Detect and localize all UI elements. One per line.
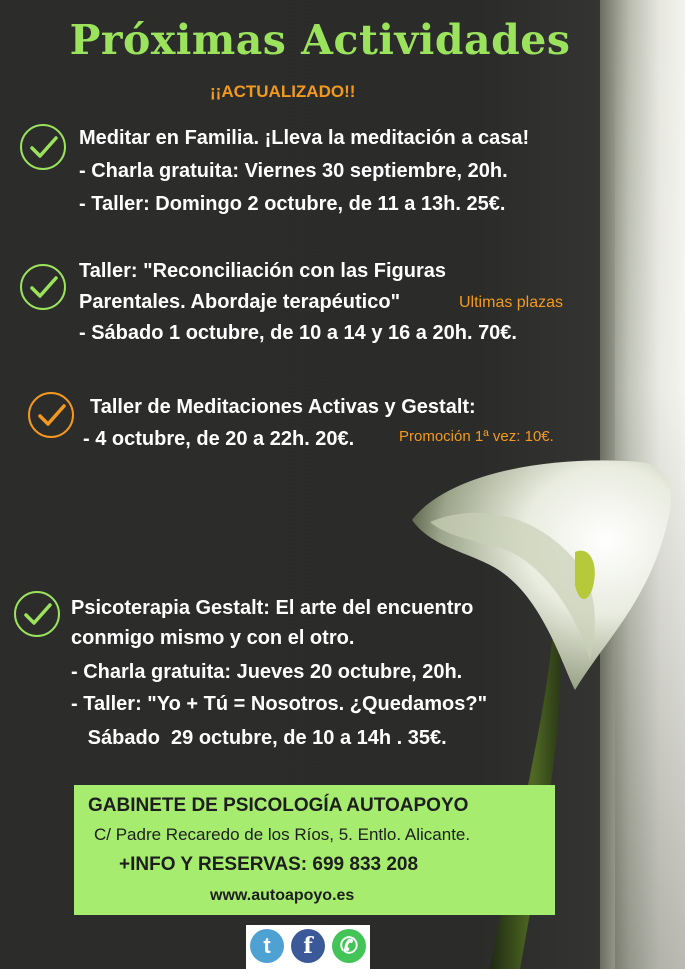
activity-4-line: Sábado 29 octubre, de 10 a 14h . 35€. bbox=[71, 727, 447, 749]
check-circle-icon bbox=[20, 124, 66, 170]
whatsapp-icon[interactable]: ✆ bbox=[332, 929, 366, 963]
twitter-icon[interactable]: t bbox=[250, 929, 284, 963]
activity-4-line: - Taller: "Yo + Tú = Nosotros. ¿Quedamos?" bbox=[71, 693, 488, 715]
activity-4-title: conmigo mismo y con el otro. bbox=[71, 627, 355, 649]
page-title: Próximas Actividades bbox=[69, 16, 571, 64]
facebook-icon[interactable]: f bbox=[291, 929, 325, 963]
contact-website-link[interactable]: www.autoapoyo.es bbox=[210, 887, 355, 904]
contact-box bbox=[74, 785, 555, 915]
activity-2-title: Parentales. Abordaje terapéutico" bbox=[79, 291, 401, 313]
activity-1-line: - Taller: Domingo 2 octubre, de 11 a 13h. 25€. bbox=[79, 193, 506, 215]
activity-3-note: Promoción 1ª vez: 10€. bbox=[399, 428, 554, 445]
flower-petal bbox=[412, 460, 671, 690]
activity-1-title: Meditar en Familia. ¡Lleva la meditación a casa! bbox=[79, 127, 530, 149]
activity-3-title: Taller de Meditaciones Activas y Gestalt: bbox=[90, 396, 476, 418]
activity-2-line: - Sábado 1 octubre, de 10 a 14 y 16 a 20h. 70€. bbox=[79, 322, 517, 344]
contact-name: GABINETE DE PSICOLOGÍA AUTOAPOYO bbox=[88, 795, 469, 816]
check-circle-icon bbox=[20, 264, 66, 310]
social-icons bbox=[246, 925, 370, 969]
check-circle-icon bbox=[14, 591, 60, 637]
contact-phone[interactable]: +INFO Y RESERVAS: 699 833 208 bbox=[119, 854, 419, 875]
activity-4-title: Psicoterapia Gestalt: El arte del encuentro bbox=[71, 597, 474, 619]
activity-4-line: - Charla gratuita: Jueves 20 octubre, 20h. bbox=[71, 661, 463, 683]
activity-3-line: - 4 octubre, de 20 a 22h. 20€. bbox=[83, 428, 355, 450]
activity-2-title: Taller: "Reconciliación con las Figuras bbox=[79, 260, 446, 282]
activity-2-note: Ultimas plazas bbox=[459, 294, 564, 311]
activity-1-line: - Charla gratuita: Viernes 30 septiembre, 20h. bbox=[79, 160, 508, 182]
check-circle-icon bbox=[28, 392, 74, 438]
contact-address: C/ Padre Recaredo de los Ríos, 5. Entlo. Alicante. bbox=[94, 825, 471, 844]
updated-badge: ¡¡ACTUALIZADO!! bbox=[210, 82, 356, 101]
